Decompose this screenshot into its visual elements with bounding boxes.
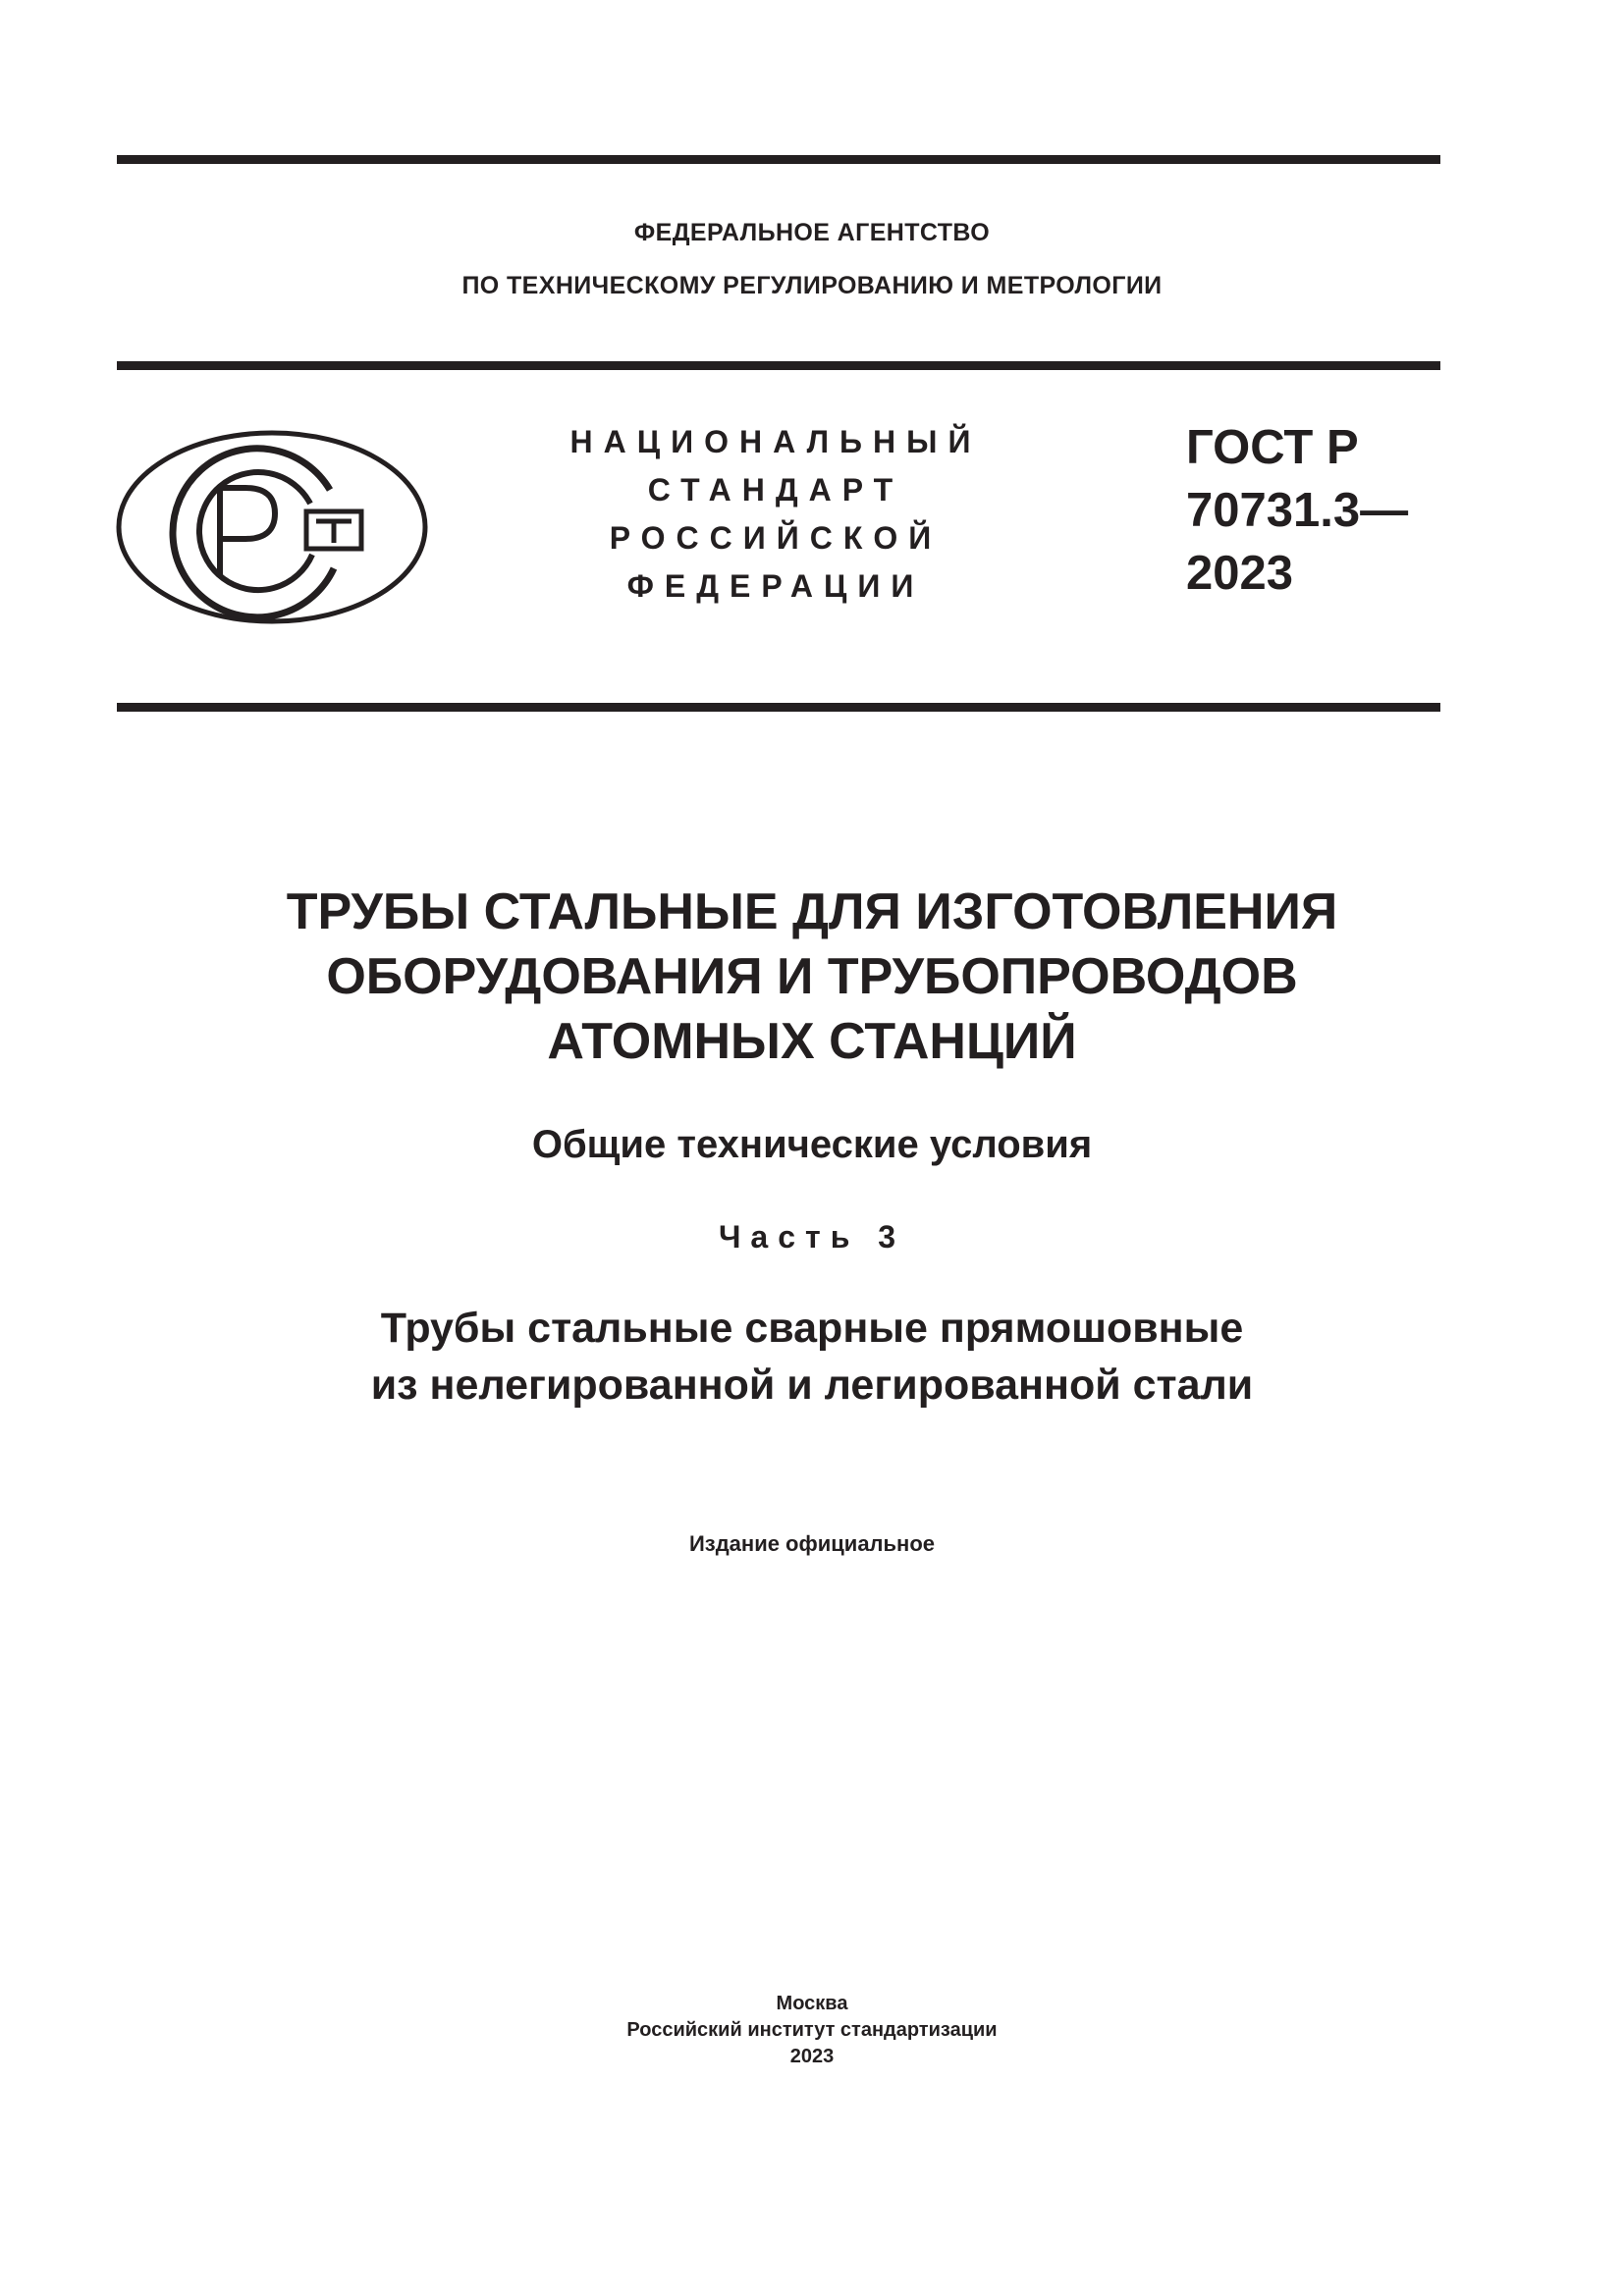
- part-title: [0, 1300, 1624, 1414]
- designation-line-3: 2023: [1186, 547, 1294, 600]
- document-title: [0, 880, 1624, 1074]
- top-rule: [117, 155, 1440, 164]
- title-line-1: ТРУБЫ СТАЛЬНЫЕ ДЛЯ ИЗГОТОВЛЕНИЯ: [286, 883, 1338, 940]
- publisher-name: Российский институт стандартизации: [626, 2019, 998, 2041]
- agency-line-2: ПО ТЕХНИЧЕСКОМУ РЕГУЛИРОВАНИЮ И МЕТРОЛОГИИ: [461, 272, 1163, 299]
- agency-bottom-rule: [117, 361, 1440, 370]
- national-standard-line-1: НАЦИОНАЛЬНЫЙ: [569, 424, 982, 459]
- header-bottom-rule: [117, 703, 1440, 712]
- gost-r-certification-mark-icon: [116, 429, 430, 625]
- edition-label: Издание официальное: [688, 1531, 936, 1556]
- title-line-2: ОБОРУДОВАНИЯ И ТРУБОПРОВОДОВ: [326, 948, 1298, 1005]
- publisher-city: Москва: [776, 1993, 848, 2014]
- national-standard-line-4: ФЕДЕРАЦИИ: [626, 568, 925, 604]
- national-standard-line-3: РОССИЙСКОЙ: [609, 520, 943, 556]
- publisher-block: [0, 1991, 1624, 2070]
- national-standard-label: [550, 418, 1001, 611]
- part-title-line-1: Трубы стальные сварные прямошовные: [380, 1305, 1244, 1352]
- document-subtitle: Общие технические условия: [531, 1123, 1093, 1166]
- designation-line-1: ГОСТ Р: [1186, 421, 1359, 474]
- national-standard-line-2: СТАНДАРТ: [647, 472, 904, 507]
- part-number: Часть 3: [718, 1219, 906, 1255]
- part-title-line-2: из нелегированной и легированной стали: [370, 1362, 1254, 1409]
- agency-line-1: ФЕДЕРАЛЬНОЕ АГЕНТСТВО: [633, 219, 991, 246]
- publisher-year: 2023: [789, 2046, 835, 2067]
- designation-line-2: 70731.3—: [1186, 484, 1409, 537]
- title-line-3: АТОМНЫХ СТАНЦИЙ: [547, 1013, 1077, 1070]
- agency-block: [0, 206, 1624, 312]
- standard-designation: [1186, 416, 1408, 605]
